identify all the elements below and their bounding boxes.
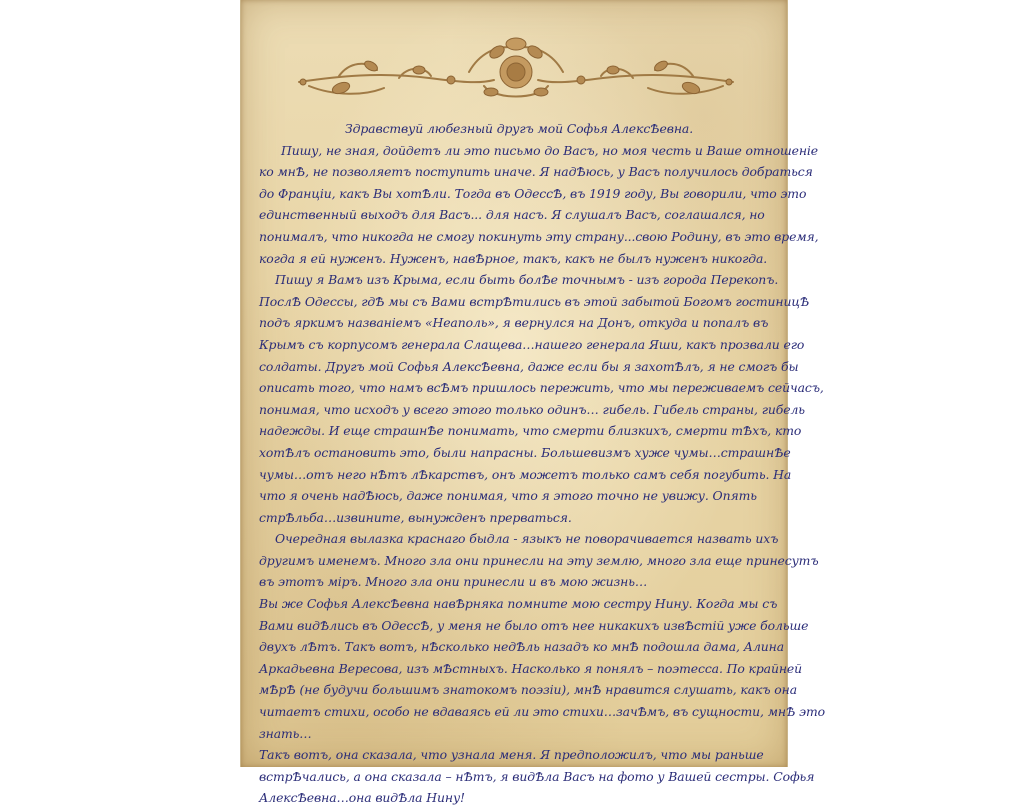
letter-line: Аркадьевна Вересова, изъ мѢстныхъ. Насколько я понялъ – поэтесса. По крайней — [259, 660, 802, 676]
letter-line: Такъ вотъ, она сказала, что узнала меня. Я предположилъ, что мы раньше — [259, 747, 764, 763]
letter-line: описать того, что намъ всѢмъ пришлось пережить, что мы переживаемъ сейчасъ, — [259, 380, 824, 396]
letter-line: надежды. И еще страшнѢе понимать, что смерти близкихъ, смерти тѢхъ, кто — [259, 423, 802, 439]
letter-line: знать… — [259, 725, 312, 741]
letter-line: читаетъ стихи, особо не вдаваясь ей ли это стихи…зачѢмъ, въ сущности, мнѢ это — [259, 704, 825, 720]
letter-line: чумы…отъ него нѢтъ лѢкарствъ, онъ можетъ только самъ себя погубить. На — [259, 466, 792, 482]
letter-line: Вами видѢлись въ ОдессѢ, у меня не было отъ нее никакихъ извѢстій уже больше — [259, 617, 809, 633]
letter-line: мѢрѢ (не будучи большимъ знатокомъ поэзіи), мнѢ нравится слушать, какъ она — [259, 682, 798, 698]
letter-line: ко мнѢ, не позволяетъ поступить иначе. Я надѢюсь, у Васъ получилось добраться — [259, 164, 813, 180]
letter-line: Вы же Софья АлексѢевна навѢрняка помните мою сестру Нину. Когда мы съ — [259, 596, 778, 612]
letter-line: подъ яркимъ названіемъ «Неаполь», я вернулся на Донъ, откуда и попалъ въ — [259, 315, 769, 331]
parchment-page — [240, 0, 825, 806]
letter-body — [259, 118, 825, 809]
letter-line: солдаты. Другъ мой Софья АлексѢевна, даже если бы я захотѢлъ, я не смогъ бы — [259, 358, 799, 374]
letter-line: Крымъ съ корпусомъ генерала Слащева…нашего генерала Яши, какъ прозвали его — [259, 336, 805, 352]
letter-line: когда я ей нуженъ. Нуженъ, навѢрное, такъ, какъ не былъ нуженъ никогда. — [259, 250, 768, 266]
letter-line: встрѢчались, а она сказала – нѢтъ, я видѢла Васъ на фото у Вашей сестры. Софья — [259, 768, 815, 784]
letter-line: Пишу я Вамъ изъ Крыма, если быть болѢе точнымъ - изъ города Перекопъ. — [275, 272, 779, 288]
letter-line: двухъ лѢтъ. Такъ вотъ, нѢсколько недѢль назадъ ко мнѢ подошла дама, Алина — [259, 639, 784, 655]
letter-line: АлексѢевна…она видѢла Нину! — [259, 790, 465, 806]
letter-line: понималъ, что никогда не смогу покинуть эту страну...свою Родину, въ это время, — [259, 228, 819, 244]
floral-ornament-icon — [279, 26, 753, 114]
letter-line: другимъ именемъ. Много зла они принесли на эту землю, много зла еще принесутъ — [259, 552, 819, 568]
letter-greeting: Здравствуй любезный другъ мой Софья АлексѢевна. — [344, 121, 694, 136]
letter-line: стрѢльба…извините, вынужденъ прерваться. — [259, 509, 572, 525]
letter-line: ПослѢ Одессы, гдѢ мы съ Вами встрѢтились въ этой забытой Богомъ гостиницѢ — [259, 293, 810, 309]
letter-line: Пишу, не зная, дойдетъ ли это письмо до Васъ, но моя честь и Ваше отношеніе — [281, 142, 818, 158]
letter-line: единственный выходъ для Васъ... для насъ. Я слушалъ Васъ, соглашался, но — [259, 207, 765, 223]
letter-line: Очередная вылазка краснаго быдла - языкъ не поворачивается назвать ихъ — [275, 531, 779, 547]
letter-line: въ этотъ міръ. Много зла они принесли и въ мою жизнь… — [259, 574, 648, 590]
letter-line: хотѢлъ остановить это, были напрасны. Большевизмъ хуже чумы…страшнѢе — [259, 444, 791, 460]
letter-line: понимая, что исходъ у всего этого только одинъ… гибель. Гибель страны, гибель — [259, 401, 805, 417]
letter-line: что я очень надѢюсь, даже понимая, что я этого точно не увижу. Опять — [259, 488, 757, 504]
letter-line: до Франціи, какъ Вы хотѢли. Тогда въ ОдессѢ, въ 1919 году, Вы говорили, что это — [259, 185, 807, 201]
